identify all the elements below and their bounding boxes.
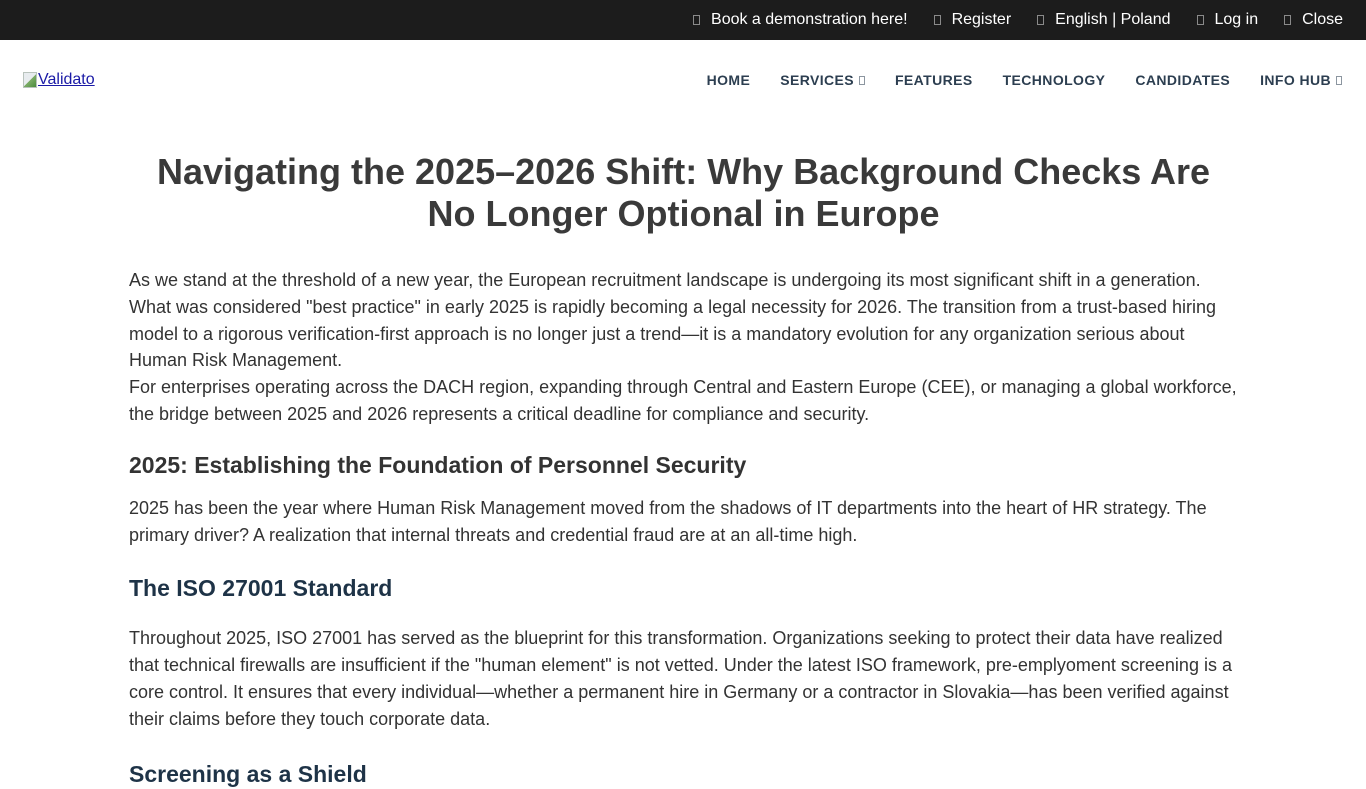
close-icon	[1284, 15, 1291, 25]
language-region-link[interactable]	[1037, 11, 1170, 29]
login-link[interactable]	[1197, 11, 1259, 29]
main-navigation	[707, 72, 1342, 88]
user-plus-icon	[934, 15, 941, 25]
globe-icon	[1037, 15, 1044, 25]
nav-item-info-hub[interactable]	[1260, 72, 1342, 88]
nav-item-label: FEATURES	[894, 72, 973, 88]
nav-item-home[interactable]	[707, 72, 751, 88]
nav-item-label: CANDIDATES	[1135, 72, 1231, 88]
register-label: Register	[951, 11, 1012, 28]
subsection-heading-iso-27001: The ISO 27001 Standard	[129, 575, 393, 602]
intro-paragraph-1: As we stand at the threshold of a new year, the European recruitment landscape is undergoing its most significant shift in a generation. What was considered "best practice" in early 2025 is rapidly becoming a legal necessity for 2026. The transition from a trust-based hiring model to a rigorous verification-first approach is no longer just a trend—it is a mandatory evolution for any organization serious about Human Risk Management.	[129, 270, 1216, 371]
chevron-down-icon	[1336, 76, 1342, 85]
close-label: Close	[1302, 11, 1343, 28]
chevron-down-icon	[859, 76, 865, 85]
logo-alt-text: Validato	[38, 71, 95, 88]
nav-item-features[interactable]	[895, 72, 973, 88]
nav-item-services[interactable]	[780, 72, 865, 88]
article-content	[0, 151, 1366, 789]
nav-item-label: SERVICES	[780, 72, 854, 88]
login-label: Log in	[1214, 11, 1259, 28]
page-title: Navigating the 2025–2026 Shift: Why Background Checks Are No Longer Optional in Europe	[157, 151, 1210, 234]
intro-paragraph-2: For enterprises operating across the DACH region, expanding through Central and Eastern Europe (CEE), or managing a global workforce, the bridge between 2025 and 2026 represents a critical deadline for compliance and security.	[129, 377, 1237, 424]
nav-item-candidates[interactable]	[1135, 72, 1230, 88]
book-demo-label: Book a demonstration here!	[711, 11, 908, 28]
language-region-label: English | Poland	[1055, 11, 1171, 28]
site-header	[0, 40, 1366, 120]
section-2025-paragraph: 2025 has been the year where Human Risk Management moved from the shadows of IT departments into the heart of HR strategy. The primary driver? A realization that internal threats and credential fraud are at an all-time high.	[129, 497, 1207, 545]
section-heading-2025-foundation: 2025: Establishing the Foundation of Personnel Security	[129, 451, 747, 478]
nav-item-label: TECHNOLOGY	[1002, 72, 1106, 88]
top-utility-bar	[0, 0, 1366, 40]
register-link[interactable]	[934, 11, 1012, 29]
iso-27001-paragraph: Throughout 2025, ISO 27001 has served as the blueprint for this transformation. Organizations seeking to protect their data have realized that technical firewalls are insufficient if the "human element" is not vetted. Under the latest ISO framework, pre-emplyoment screening is a core control. It ensures that every individual—whether a permanent hire in Germany or a contractor in Slovakia—has been verified against their claims before they touch corporate data.	[129, 628, 1232, 729]
nav-item-technology[interactable]	[1003, 72, 1106, 88]
close-topbar-link[interactable]	[1284, 11, 1343, 29]
login-icon	[1197, 15, 1204, 25]
subsection-heading-screening-shield: Screening as a Shield	[129, 760, 367, 787]
calendar-icon	[693, 15, 700, 25]
logo-link[interactable]	[23, 71, 95, 89]
book-demo-link[interactable]	[693, 11, 908, 29]
nav-item-label: HOME	[706, 72, 751, 88]
nav-item-label: INFO HUB	[1260, 72, 1331, 88]
broken-image-icon	[23, 72, 37, 88]
